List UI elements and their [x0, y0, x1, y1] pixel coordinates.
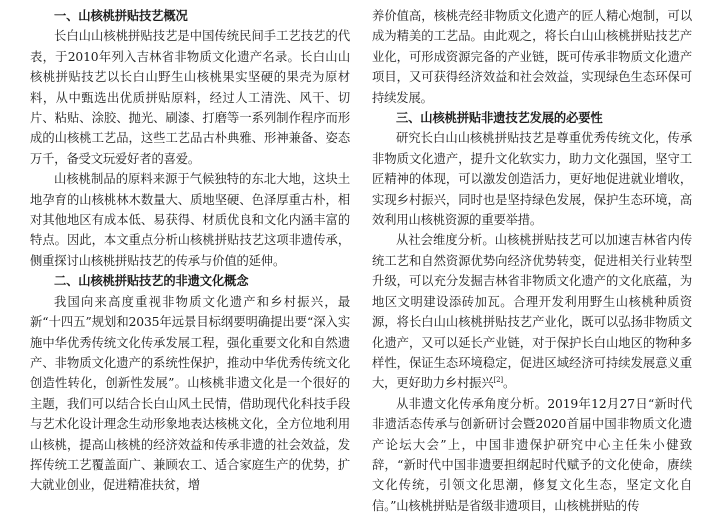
paragraph-raw-material: 山核桃制品的原料来源于气候独特的东北大地，这块土地孕育的山核桃林木数量大、质地坚硬、色泽厚重古朴，相对其他地区有成本低、易获得、材质优良和文化内涵丰富的特点。因此，本文重点分析山核桃拼贴技艺这项非遗传承，侧重探讨山核桃拼贴技艺的传承与价值的延伸。	[30, 172, 350, 268]
social-dimension-text: 从社会维度分析。山核桃拼贴技艺可以加速吉林省内传统工艺和自然资源优势向经济优势转变，促进相关行业转型升级，可以充分发掘吉林省非物质文化遗产的文化底蕴，为地区文明建设添砖加瓦。合理开发利用野生山核桃种质资源，将长白山山核桃拼贴技艺产业化，既可以弘扬非物质文化遗产，又可以延长产业链，对于保护长白山地区的物种多样性，保证生态环境稳定，促进区域经济可持续发展意义重大，更好助力乡村振兴	[372, 233, 692, 391]
citation-2: [2]	[493, 376, 503, 385]
paragraph-overview: 长白山山核桃拼贴技艺是中国传统民间手工艺技艺的代表，于2010年列入吉林省非物质文化遗产名录。长白山山核桃拼贴技艺以长白山野生山核桃果实坚硬的果壳为原材料，从中甄选出优质拼贴原料，经过人工清洗、风干、切片、粘贴、涂胶、抛光、刷漆、打磨等一系列制作程序而形成的山核桃工艺品，这些工艺品古朴典雅、形神兼备、姿态万千，备受文玩爱好者的喜爱。	[30, 29, 350, 166]
paragraph-heritage-concept: 我国向来高度重视非物质文化遗产和乡村振兴，最新“十四五”规划和2035年远景目标纲要明确提出要“深入实施中华优秀传统文化传承发展工程，强化重要文化和自然遗产、非物质文化遗产的系统性保护，推动中华优秀传统文化创造性转化，创新性发展”。山核桃非遗文化是一个很好的主题，我们可以结合长白山风土民情，借助现代化科技手段与艺术化设计理念生动形象地表达核桃文化，全方位地利用山核桃，提高山核桃的经济效益和传承非遗的社会效益，发挥传统工艺覆盖面广、兼顾农工、适合家庭生产的优势，扩大就业创业，促进精准扶贫，增	[30, 294, 350, 493]
section-heading-2: 二、山核桃拼贴技艺的非遗文化概念	[54, 274, 249, 289]
paragraph-heritage-transmission: 从非遗文化传承角度分析。2019年12月27日“新时代非遗活态传承与创新研讨会暨2020首届中国非物质文化遗产论坛大会”上，中国非遗保护研究中心主任朱小健致辞，“新时代中国非遗要担纲起时代赋予的文化使命，赓续文化传统，引领文化思潮，修复文化生态，坚定文化自信。”山核桃拼贴是省级非遗项目，山核桃拼贴的传	[372, 396, 692, 513]
section-heading-3: 三、山核桃拼贴非遗技艺发展的必要性	[396, 111, 603, 126]
paragraph-necessity: 研究长白山山核桃拼贴技艺是尊重优秀传统文化，传承非物质文化遗产，提升文化软实力，助力文化强国，坚守工匠精神的体现，可以激发创造活力，更好地促进就业增收，实现乡村振兴，同时也是坚持绿色发展，保护生态环境，高效利用山核桃资源的重要举措。	[372, 131, 692, 228]
paragraph-continued: 养价值高，核桃壳经非物质文化遗产的匠人精心炮制，可以成为精美的工艺品。由此观之，将长白山山核桃拼贴技艺产业化，可形成资源完备的产业链，既可传承非物质文化遗产项目，又可获得经济效益和社会效益，实现绿色生态环保可持续发展。	[372, 9, 692, 105]
paragraph-social-dimension	[372, 230, 692, 393]
right-column	[372, 6, 692, 516]
left-column	[30, 6, 350, 496]
section-heading-1: 一、山核桃拼贴技艺概况	[54, 9, 188, 23]
social-dimension-end: 。	[502, 376, 516, 391]
